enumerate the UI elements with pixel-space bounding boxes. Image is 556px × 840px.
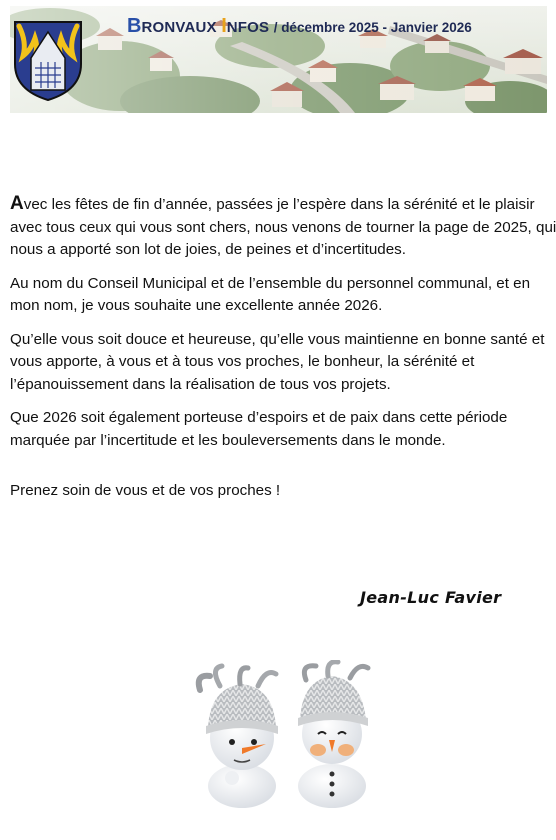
coat-of-arms-icon: [13, 20, 83, 102]
letter-paragraph-2: Au nom du Conseil Municipal et de l’ensemble du personnel communal, et en mon nom, je vous souhaite une excellente année 2026.: [10, 274, 531, 314]
snowman-right: [298, 662, 368, 808]
signature: Jean-Luc Favier: [360, 588, 502, 607]
issue-date-range: / décembre 2025 - Janvier 2026: [273, 20, 472, 35]
mayor-letter: [10, 193, 556, 463]
newsletter-title: [127, 15, 472, 38]
snowmen-illustration: [170, 660, 395, 810]
header-banner: [10, 6, 547, 113]
title-word-infos: NFOS: [226, 19, 270, 36]
letter-paragraph-1: [10, 193, 556, 262]
title-initial-i: I: [221, 15, 227, 37]
paragraph-1-text: vec les fêtes de fin d’année, passées je l’espère dans la sérénité et le plaisir avec tous ceux qui vous sont chers, nous venons de tourner la page de 2025, qui nous a apporté son lot de joies, de peines et d’incertitudes.: [10, 196, 556, 258]
title-initial-b: B: [127, 15, 142, 37]
drop-cap: A: [10, 193, 24, 214]
letter-paragraph-3: Qu’elle vous soit douce et heureuse, qu’elle vous maintienne en bonne santé et vous apporte, à vous et à tous vos proches, le bonheur, la sérénité et l’épanouissement dans la réalisation de tous vos projets.: [10, 330, 545, 393]
closing-line: Prenez soin de vous et de vos proches !: [10, 482, 281, 499]
title-word-bronvaux: RONVAUX: [141, 19, 217, 36]
letter-paragraph-4: Que 2026 soit également porteuse d’espoirs et de paix dans cette période marquée par l’incertitude et les bouleversements dans le monde.: [10, 409, 508, 449]
snowman-left: [199, 666, 278, 808]
